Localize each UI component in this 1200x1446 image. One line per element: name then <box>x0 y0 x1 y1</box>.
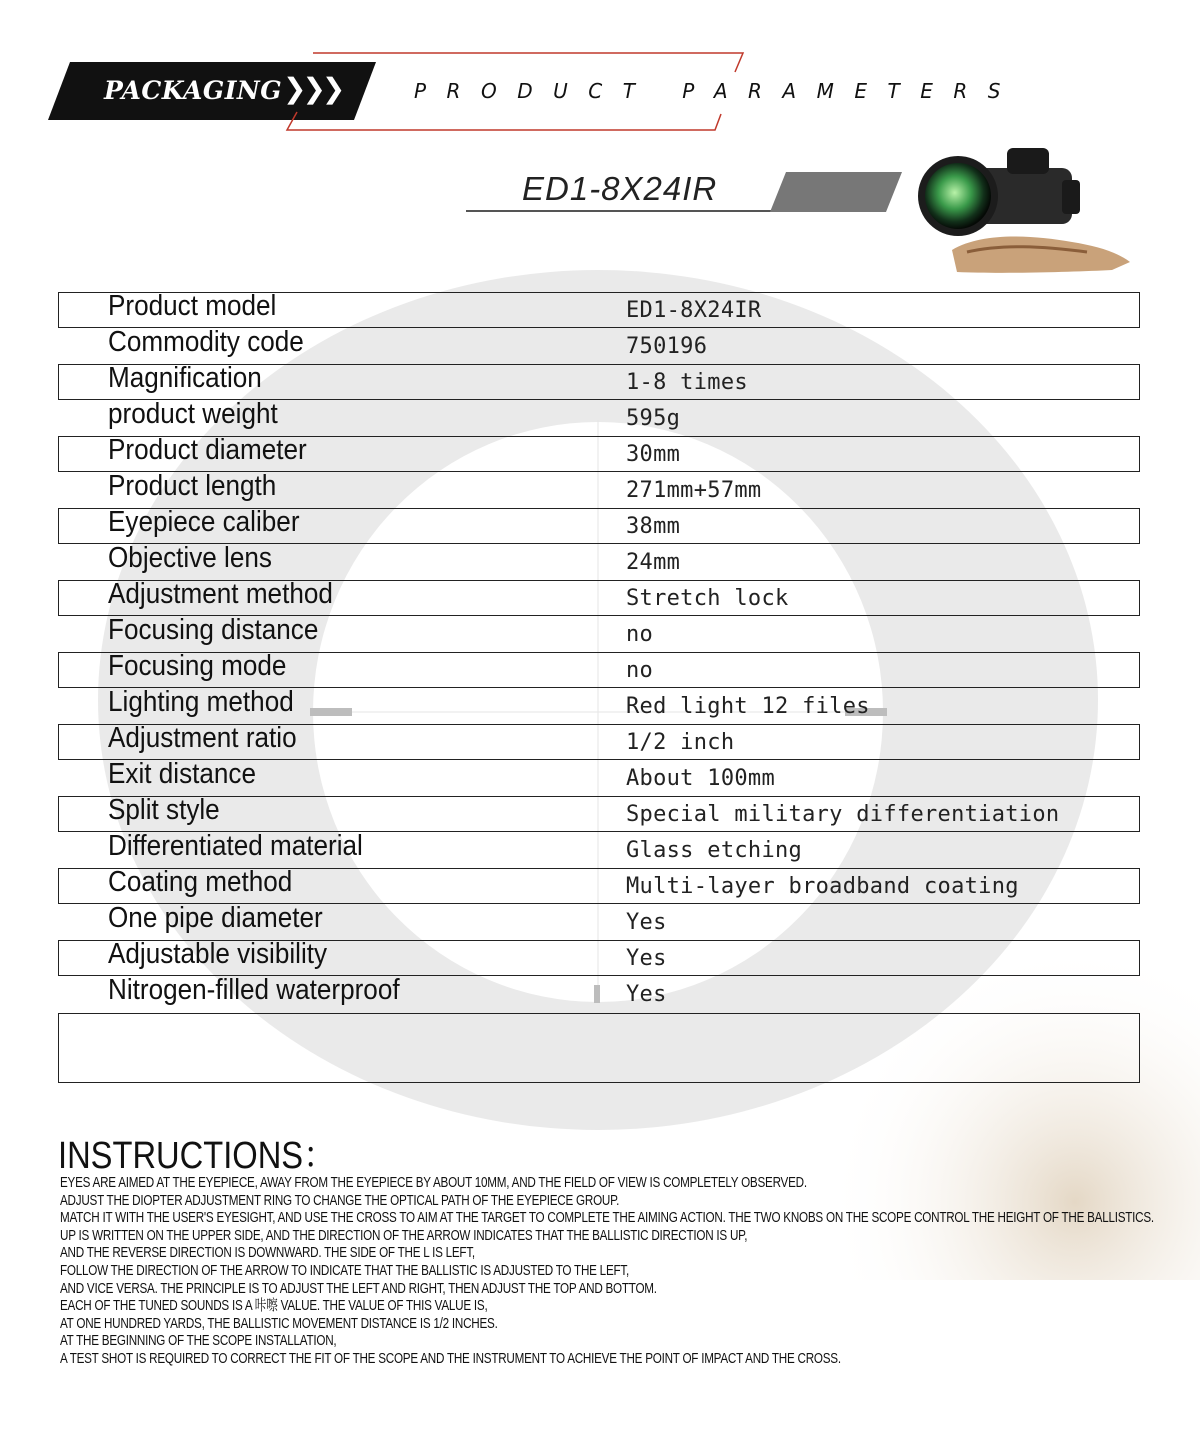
spec-row-lighting-method <box>58 688 1140 724</box>
spec-label: Commodity code <box>108 326 304 358</box>
spec-row-magnification <box>58 364 1140 400</box>
spec-row-product-weight <box>58 400 1140 436</box>
instruction-line: AT ONE HUNDRED YARDS, THE BALLISTIC MOVEMENT DISTANCE IS 1/2 INCHES. <box>60 1315 498 1332</box>
instruction-line: ADJUST THE DIOPTER ADJUSTMENT RING TO CHANGE THE OPTICAL PATH OF THE EYEPIECE GROUP. <box>60 1192 620 1209</box>
spec-value: Glass etching <box>626 838 803 863</box>
spec-row-product-model <box>58 292 1140 328</box>
instructions-title: INSTRUCTIONS： <box>58 1135 336 1177</box>
spec-label: Differentiated material <box>108 830 363 862</box>
instructions-body <box>60 1175 1200 1369</box>
model-underline <box>466 210 776 212</box>
spec-label: Product model <box>108 290 277 322</box>
spec-label: Focusing distance <box>108 614 319 646</box>
spec-row-adjustment-ratio <box>58 724 1140 760</box>
spec-table <box>58 292 1140 1012</box>
product-photo <box>912 140 1140 280</box>
spec-value: 271mm+57mm <box>626 478 762 503</box>
spec-row-nitrogen-filled-waterproof <box>58 976 1140 1012</box>
spec-value: no <box>626 658 654 683</box>
spec-value: 24mm <box>626 550 681 575</box>
empty-spec-box <box>58 1013 1140 1083</box>
spec-value: Red light 12 files <box>626 694 870 719</box>
spec-label: Product diameter <box>108 434 307 466</box>
spec-row-differentiated-material <box>58 832 1140 868</box>
spec-value: Yes <box>626 982 667 1007</box>
spec-label: Objective lens <box>108 542 272 574</box>
product-parameters-heading: PRODUCT PARAMETERS <box>414 79 1021 103</box>
spec-label: Eyepiece caliber <box>108 506 300 538</box>
model-title: ED1-8X24IR <box>522 170 718 207</box>
spec-label: Nitrogen-filled waterproof <box>108 974 400 1006</box>
chevron-right-icon: ❯❯❯ <box>283 72 342 105</box>
spec-label: Exit distance <box>108 758 256 790</box>
spec-value: Multi-layer broadband coating <box>626 874 1019 899</box>
spec-row-product-diameter <box>58 436 1140 472</box>
instruction-line: FOLLOW THE DIRECTION OF THE ARROW TO INDICATE THAT THE BALLISTIC IS ADJUSTED TO THE LEFT, <box>60 1262 629 1279</box>
spec-label: Product length <box>108 470 277 502</box>
spec-row-commodity-code <box>58 328 1140 364</box>
spec-row-exit-distance <box>58 760 1140 796</box>
spec-row-objective-lens <box>58 544 1140 580</box>
spec-row-split-style <box>58 796 1140 832</box>
model-accent-block <box>770 172 902 212</box>
spec-row-adjustment-method <box>58 580 1140 616</box>
spec-value: About 100mm <box>626 766 775 791</box>
packaging-label: PACKAGING <box>104 76 283 105</box>
instruction-line: MATCH IT WITH THE USER'S EYESIGHT, AND USE THE CROSS TO AIM AT THE TARGET TO COMPLETE THE AIMING ACTION. THE TWO KNOBS ON THE SCOPE CONTROL THE HEIGHT OF THE BALLISTICS. <box>60 1210 1154 1227</box>
spec-value: 750196 <box>626 334 708 359</box>
instruction-line: EYES ARE AIMED AT THE EYEPIECE, AWAY FROM THE EYEPIECE BY ABOUT 10MM, AND THE FIELD OF VIEW IS COMPLETELY OBSERVED. <box>60 1175 807 1191</box>
spec-row-eyepiece-caliber <box>58 508 1140 544</box>
spec-label: Lighting method <box>108 686 294 718</box>
spec-value: 1/2 inch <box>626 730 735 755</box>
spec-label: Magnification <box>108 362 262 394</box>
instruction-line: UP IS WRITTEN ON THE UPPER SIDE, AND THE DIRECTION OF THE ARROW INDICATES THAT THE BALLISTIC DIRECTION IS UP, <box>60 1227 748 1244</box>
spec-value: ED1-8X24IR <box>626 298 762 323</box>
instruction-line: EACH OF THE TUNED SOUNDS IS A 咔嚓 VALUE. THE VALUE OF THIS VALUE IS, <box>60 1298 488 1315</box>
spec-value: Special military differentiation <box>626 802 1060 827</box>
spec-label: Adjustment method <box>108 578 333 610</box>
spec-row-coating-method <box>58 868 1140 904</box>
spec-label: Split style <box>108 794 220 826</box>
spec-label: Focusing mode <box>108 650 287 682</box>
spec-value: Stretch lock <box>626 586 789 611</box>
spec-value: no <box>626 622 654 647</box>
spec-row-product-length <box>58 472 1140 508</box>
spec-value: Yes <box>626 910 667 935</box>
spec-value: 1-8 times <box>626 370 748 395</box>
instruction-line: A TEST SHOT IS REQUIRED TO CORRECT THE FIT OF THE SCOPE AND THE INSTRUMENT TO ACHIEVE THE POINT OF IMPACT AND THE CROSS. <box>60 1350 841 1367</box>
spec-row-focusing-distance <box>58 616 1140 652</box>
instruction-line: AT THE BEGINNING OF THE SCOPE INSTALLATION, <box>60 1333 337 1350</box>
spec-value: Yes <box>626 946 667 971</box>
spec-label: product weight <box>108 398 278 430</box>
spec-value: 38mm <box>626 514 681 539</box>
spec-value: 30mm <box>626 442 681 467</box>
spec-label: Coating method <box>108 866 293 898</box>
spec-label: One pipe diameter <box>108 902 323 934</box>
spec-row-focusing-mode <box>58 652 1140 688</box>
instruction-line: AND VICE VERSA. THE PRINCIPLE IS TO ADJUST THE LEFT AND RIGHT, THEN ADJUST THE TOP AND BOTTOM. <box>60 1280 657 1297</box>
spec-label: Adjustment ratio <box>108 722 297 754</box>
spec-row-one-pipe-diameter <box>58 904 1140 940</box>
spec-value: 595g <box>626 406 681 431</box>
spec-row-adjustable-visibility <box>58 940 1140 976</box>
spec-label: Adjustable visibility <box>108 938 328 970</box>
header <box>0 0 1200 140</box>
instruction-line: AND THE REVERSE DIRECTION IS DOWNWARD. THE SIDE OF THE L IS LEFT, <box>60 1245 475 1262</box>
